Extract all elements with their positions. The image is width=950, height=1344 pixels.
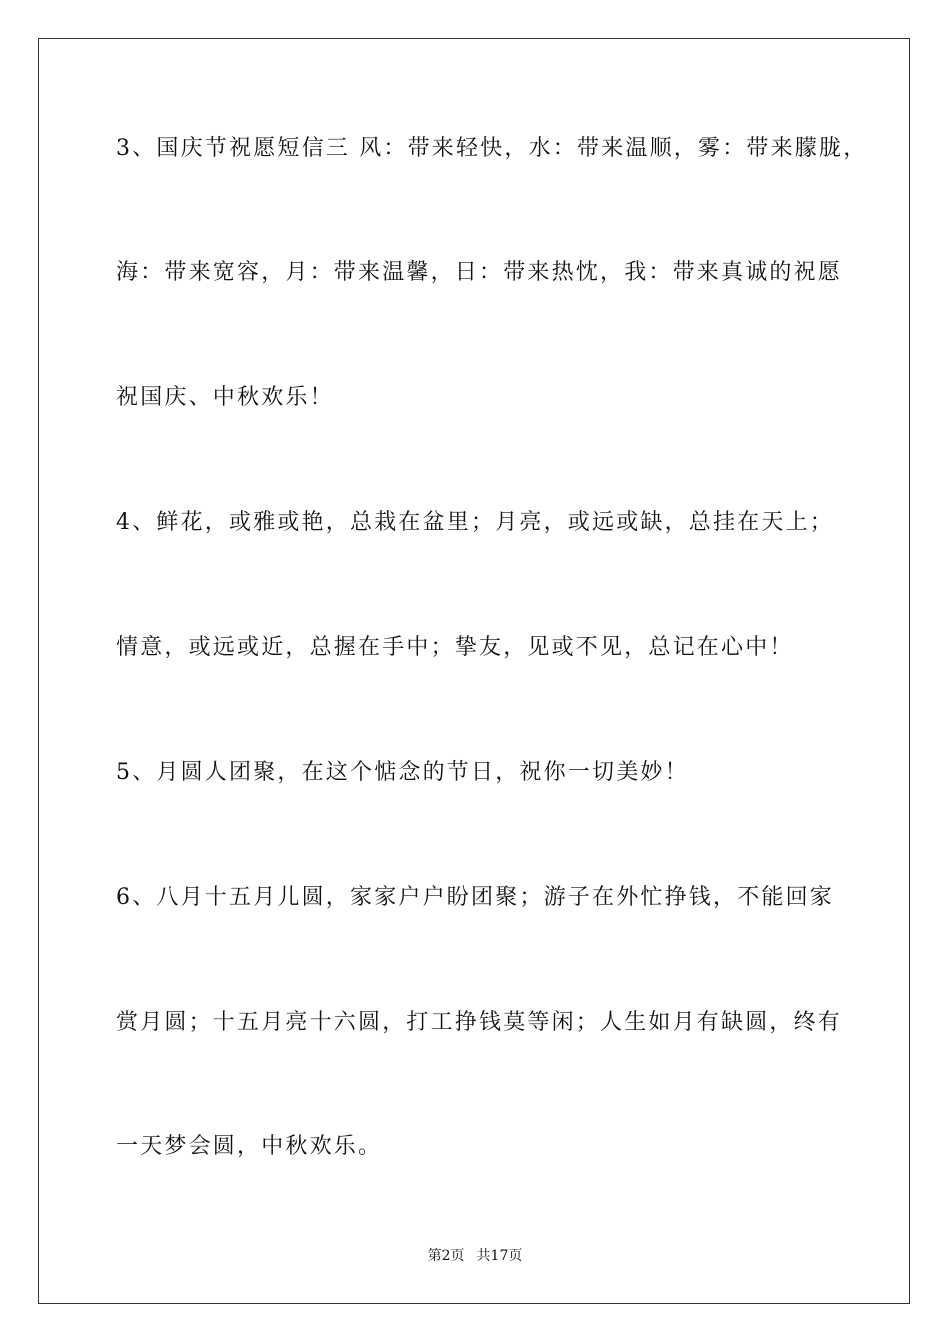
- text-line-2: 海：带来宽容，月：带来温馨，日：带来热忱，我：带来真诚的祝愿: [116, 260, 843, 285]
- text-line-5: 情意，或远或近，总握在手中；挚友，见或不见，总记在心中！: [116, 635, 794, 660]
- text-line-7: 6、八月十五月儿圆，家家户户盼团聚；游子在外忙挣钱，不能回家: [116, 885, 834, 910]
- text-line-1: 3、国庆节祝愿短信三 风：带来轻快，水：带来温顺，雾：带来朦胧，: [116, 136, 868, 161]
- text-line-3: 祝国庆、中秋欢乐！: [116, 385, 334, 410]
- text-line-9: 一天梦会圆，中秋欢乐。: [116, 1134, 383, 1159]
- text-line-6: 5、月圆人团聚，在这个惦念的节日，祝你一切美妙！: [116, 760, 689, 785]
- text-line-4: 4、鲜花，或雅或艳，总栽在盆里；月亮，或远或缺，总挂在天上；: [116, 510, 834, 535]
- page-number: 第2页: [427, 1248, 465, 1264]
- page-total: 共17页: [476, 1248, 523, 1264]
- page-footer: [0, 1247, 950, 1265]
- page-border: [38, 38, 910, 1304]
- text-line-8: 赏月圆；十五月亮十六圆，打工挣钱莫等闲；人生如月有缺圆，终有: [116, 1010, 843, 1035]
